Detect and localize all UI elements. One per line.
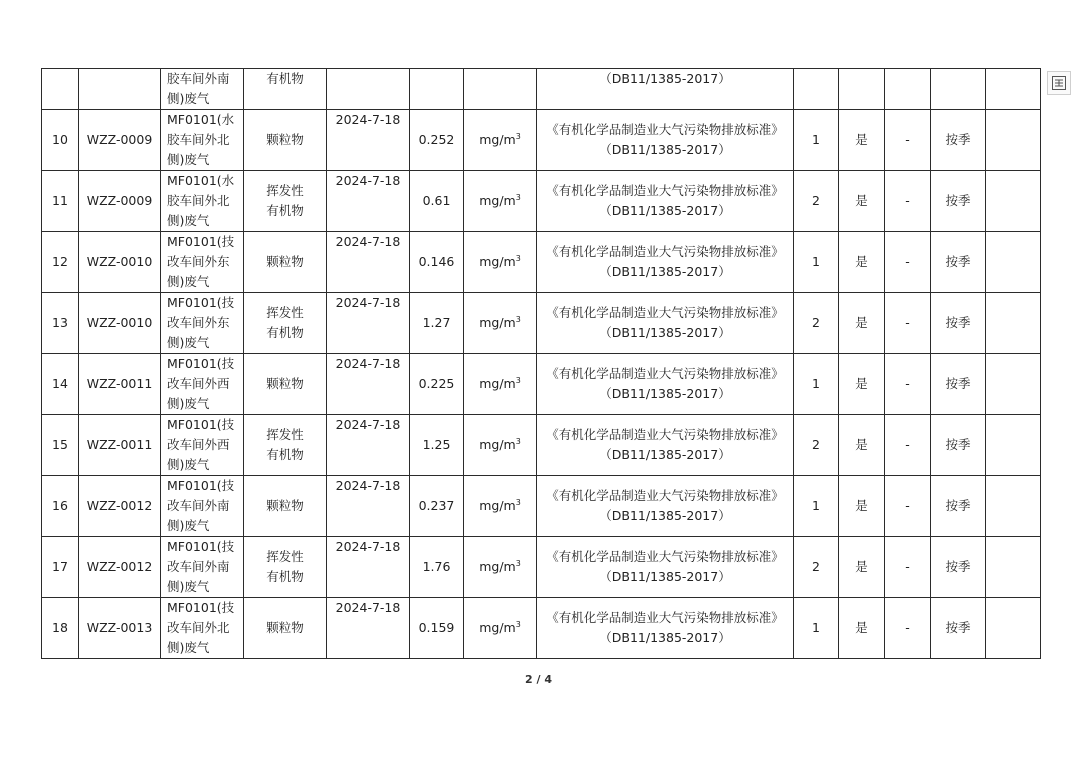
cell-standard <box>537 415 794 476</box>
cell-standard <box>537 354 794 415</box>
unit-superscript: 3 <box>515 619 521 629</box>
cell-freq: 按季 <box>931 171 986 232</box>
pollutant-line: 有机物 <box>266 569 304 584</box>
outlet-line: MF0101(水 <box>167 112 235 127</box>
unit-superscript: 3 <box>515 314 521 324</box>
cell-date <box>327 293 410 354</box>
standard-line: （DB11/1385-2017） <box>599 203 731 218</box>
cell-note: - <box>885 598 931 659</box>
unit-text: mg/m <box>479 437 516 452</box>
cell-extra <box>986 232 1041 293</box>
outlet-line: 侧)废气 <box>167 640 210 655</box>
cell-value: 1.25 <box>410 415 464 476</box>
cell-note: - <box>885 476 931 537</box>
unit-text: mg/m <box>479 193 516 208</box>
cell-value: 0.252 <box>410 110 464 171</box>
standard-line: 《有机化学品制造业大气污染物排放标准》 <box>546 244 784 259</box>
standard-line: 《有机化学品制造业大气污染物排放标准》 <box>546 488 784 503</box>
sample-date: 2024-7-18 <box>335 234 401 249</box>
outlet-line: 侧)废气 <box>167 518 210 533</box>
cell-no: 18 <box>42 598 79 659</box>
table-row-continued <box>42 69 1041 110</box>
cell-note: - <box>885 354 931 415</box>
unit-superscript: 3 <box>515 253 521 263</box>
cell-code: WZZ-0011 <box>79 415 161 476</box>
table-row <box>42 354 1041 415</box>
outlet-line: 胶车间外南 <box>167 71 230 86</box>
outlet-line: MF0101(技 <box>167 295 235 310</box>
cell-outlet <box>161 293 244 354</box>
cell-ok: 是 <box>839 476 885 537</box>
pollutant-line: 挥发性 <box>266 427 304 442</box>
pollutant-line: 挥发性 <box>266 305 304 320</box>
pollutant-line: 有机物 <box>266 447 304 462</box>
outlet-line: 侧)废气 <box>167 152 210 167</box>
cell-date <box>327 476 410 537</box>
cell-pollutant <box>244 232 327 293</box>
cell-code <box>79 69 161 110</box>
pollutant-line: 颗粒物 <box>266 132 304 147</box>
cell-unit <box>464 415 537 476</box>
outlet-line: 侧)废气 <box>167 274 210 289</box>
cell-outlet <box>161 110 244 171</box>
cell-no: 10 <box>42 110 79 171</box>
pollutant-line: 挥发性 <box>266 549 304 564</box>
cell-note: - <box>885 293 931 354</box>
pollutant-line: 颗粒物 <box>266 254 304 269</box>
cell-date <box>327 537 410 598</box>
cell-note: - <box>885 537 931 598</box>
table-row <box>42 110 1041 171</box>
standard-line: （DB11/1385-2017） <box>599 569 731 584</box>
cell-ok: 是 <box>839 598 885 659</box>
fullscreen-icon <box>1051 75 1067 91</box>
cell-freq: 按季 <box>931 354 986 415</box>
outlet-line: 侧)废气 <box>167 335 210 350</box>
cell-ok: 是 <box>839 171 885 232</box>
outlet-line: 改车间外东 <box>167 254 230 269</box>
cell-unit <box>464 476 537 537</box>
outlet-line: MF0101(技 <box>167 417 235 432</box>
cell-extra <box>986 171 1041 232</box>
outlet-line: MF0101(技 <box>167 234 235 249</box>
cell-pollutant <box>244 293 327 354</box>
sample-date: 2024-7-18 <box>335 539 401 554</box>
cell-limit: 2 <box>794 293 839 354</box>
standard-line: 《有机化学品制造业大气污染物排放标准》 <box>546 122 784 137</box>
cell-extra <box>986 354 1041 415</box>
cell-limit: 2 <box>794 415 839 476</box>
cell-extra <box>986 293 1041 354</box>
pollutant-line: 挥发性 <box>266 183 304 198</box>
cell-note: - <box>885 171 931 232</box>
cell-no: 11 <box>42 171 79 232</box>
cell-ok: 是 <box>839 232 885 293</box>
cell-code: WZZ-0012 <box>79 537 161 598</box>
cell-value: 0.237 <box>410 476 464 537</box>
cell-limit: 1 <box>794 110 839 171</box>
cell-pollutant <box>244 476 327 537</box>
cell-freq: 按季 <box>931 293 986 354</box>
outlet-line: MF0101(技 <box>167 478 235 493</box>
cell-standard <box>537 171 794 232</box>
cell-unit <box>464 354 537 415</box>
outlet-line: 侧)废气 <box>167 91 210 106</box>
unit-text: mg/m <box>479 620 516 635</box>
cell-standard <box>537 110 794 171</box>
cell-value: 0.225 <box>410 354 464 415</box>
unit-superscript: 3 <box>515 192 521 202</box>
cell-freq: 按季 <box>931 537 986 598</box>
cell-no: 16 <box>42 476 79 537</box>
cell-unit <box>464 69 537 110</box>
outlet-line: 胶车间外北 <box>167 193 230 208</box>
sample-date: 2024-7-18 <box>335 295 401 310</box>
cell-pollutant <box>244 69 327 110</box>
table-row <box>42 415 1041 476</box>
cell-unit <box>464 293 537 354</box>
unit-superscript: 3 <box>515 375 521 385</box>
standard-line: （DB11/1385-2017） <box>599 386 731 401</box>
sample-date: 2024-7-18 <box>335 478 401 493</box>
sample-date: 2024-7-18 <box>335 356 401 371</box>
pollutant-line: 有机物 <box>266 203 304 218</box>
cell-standard <box>537 69 794 110</box>
outlet-line: MF0101(水 <box>167 173 235 188</box>
cell-outlet <box>161 69 244 110</box>
cell-code: WZZ-0009 <box>79 110 161 171</box>
unit-superscript: 3 <box>515 131 521 141</box>
cell-freq: 按季 <box>931 232 986 293</box>
cell-no: 14 <box>42 354 79 415</box>
cell-limit: 2 <box>794 171 839 232</box>
cell-pollutant <box>244 598 327 659</box>
sample-date: 2024-7-18 <box>335 112 401 127</box>
standard-line: （DB11/1385-2017） <box>599 142 731 157</box>
cell-ok: 是 <box>839 537 885 598</box>
cell-unit <box>464 598 537 659</box>
outlet-line: MF0101(技 <box>167 600 235 615</box>
unit-text: mg/m <box>479 132 516 147</box>
table-row <box>42 293 1041 354</box>
unit-text: mg/m <box>479 315 516 330</box>
cell-value: 0.159 <box>410 598 464 659</box>
table-row <box>42 476 1041 537</box>
standard-line: 《有机化学品制造业大气污染物排放标准》 <box>546 183 784 198</box>
table-row <box>42 598 1041 659</box>
cell-ok: 是 <box>839 415 885 476</box>
cell-standard <box>537 476 794 537</box>
cell-freq: 按季 <box>931 110 986 171</box>
cell-code: WZZ-0009 <box>79 171 161 232</box>
cell-ok: 是 <box>839 354 885 415</box>
cell-code: WZZ-0011 <box>79 354 161 415</box>
cell-freq: 按季 <box>931 476 986 537</box>
cell-pollutant <box>244 171 327 232</box>
cell-no: 12 <box>42 232 79 293</box>
outlet-line: 侧)废气 <box>167 396 210 411</box>
outlet-line: MF0101(技 <box>167 356 235 371</box>
cell-value: 0.146 <box>410 232 464 293</box>
cell-outlet <box>161 598 244 659</box>
cell-no: 17 <box>42 537 79 598</box>
cell-no: 13 <box>42 293 79 354</box>
cell-date <box>327 69 410 110</box>
cell-extra <box>986 69 1041 110</box>
standard-line: （DB11/1385-2017） <box>599 264 731 279</box>
pollutant-line: 有机物 <box>266 71 304 86</box>
cell-limit: 1 <box>794 476 839 537</box>
cell-value: 0.61 <box>410 171 464 232</box>
cell-extra <box>986 415 1041 476</box>
cell-pollutant <box>244 354 327 415</box>
cell-standard <box>537 537 794 598</box>
cell-standard <box>537 598 794 659</box>
unit-text: mg/m <box>479 498 516 513</box>
unit-text: mg/m <box>479 254 516 269</box>
outlet-line: 侧)废气 <box>167 457 210 472</box>
standard-line: 《有机化学品制造业大气污染物排放标准》 <box>546 305 784 320</box>
cell-code: WZZ-0012 <box>79 476 161 537</box>
standard-line: （DB11/1385-2017） <box>599 325 731 340</box>
cell-limit: 1 <box>794 598 839 659</box>
cell-note: - <box>885 110 931 171</box>
cell-limit <box>794 69 839 110</box>
cell-outlet <box>161 171 244 232</box>
unit-superscript: 3 <box>515 558 521 568</box>
cell-note <box>885 69 931 110</box>
outlet-line: 改车间外东 <box>167 315 230 330</box>
pollutant-line: 颗粒物 <box>266 498 304 513</box>
cell-ok: 是 <box>839 293 885 354</box>
outlet-line: 改车间外西 <box>167 437 230 452</box>
standard-line: 《有机化学品制造业大气污染物排放标准》 <box>546 427 784 442</box>
cell-extra <box>986 110 1041 171</box>
outlet-line: MF0101(技 <box>167 539 235 554</box>
cell-code: WZZ-0013 <box>79 598 161 659</box>
unit-text: mg/m <box>479 559 516 574</box>
cell-no: 15 <box>42 415 79 476</box>
cell-extra <box>986 598 1041 659</box>
pollutant-line: 有机物 <box>266 325 304 340</box>
cell-limit: 1 <box>794 232 839 293</box>
fullscreen-button[interactable] <box>1047 71 1071 95</box>
cell-unit <box>464 171 537 232</box>
page-number: 2 / 4 <box>525 673 552 686</box>
standard-line: 《有机化学品制造业大气污染物排放标准》 <box>546 549 784 564</box>
cell-outlet <box>161 232 244 293</box>
cell-limit: 2 <box>794 537 839 598</box>
outlet-line: 胶车间外北 <box>167 132 230 147</box>
cell-standard <box>537 232 794 293</box>
cell-date <box>327 171 410 232</box>
cell-value: 1.27 <box>410 293 464 354</box>
cell-outlet <box>161 476 244 537</box>
cell-ok: 是 <box>839 110 885 171</box>
cell-freq: 按季 <box>931 415 986 476</box>
sample-date: 2024-7-18 <box>335 173 401 188</box>
cell-unit <box>464 110 537 171</box>
unit-superscript: 3 <box>515 436 521 446</box>
pollutant-line: 颗粒物 <box>266 620 304 635</box>
standard-line: （DB11/1385-2017） <box>599 630 731 645</box>
cell-outlet <box>161 354 244 415</box>
cell-date <box>327 598 410 659</box>
standard-line: 《有机化学品制造业大气污染物排放标准》 <box>546 610 784 625</box>
cell-date <box>327 110 410 171</box>
table-row <box>42 171 1041 232</box>
cell-code: WZZ-0010 <box>79 293 161 354</box>
cell-pollutant <box>244 537 327 598</box>
cell-code: WZZ-0010 <box>79 232 161 293</box>
cell-outlet <box>161 537 244 598</box>
cell-date <box>327 354 410 415</box>
cell-value: 1.76 <box>410 537 464 598</box>
cell-pollutant <box>244 110 327 171</box>
cell-note: - <box>885 232 931 293</box>
table-row <box>42 537 1041 598</box>
cell-unit <box>464 537 537 598</box>
table-row <box>42 232 1041 293</box>
cell-note: - <box>885 415 931 476</box>
cell-pollutant <box>244 415 327 476</box>
standard-line: （DB11/1385-2017） <box>599 508 731 523</box>
cell-value <box>410 69 464 110</box>
sample-date: 2024-7-18 <box>335 417 401 432</box>
cell-limit: 1 <box>794 354 839 415</box>
cell-freq: 按季 <box>931 598 986 659</box>
cell-freq <box>931 69 986 110</box>
sample-date: 2024-7-18 <box>335 600 401 615</box>
outlet-line: 改车间外南 <box>167 559 230 574</box>
standard-line: （DB11/1385-2017） <box>599 447 731 462</box>
cell-standard <box>537 293 794 354</box>
monitoring-data-table <box>41 68 1041 659</box>
cell-date <box>327 232 410 293</box>
cell-extra <box>986 476 1041 537</box>
unit-text: mg/m <box>479 376 516 391</box>
unit-superscript: 3 <box>515 497 521 507</box>
outlet-line: 改车间外西 <box>167 376 230 391</box>
pollutant-line: 颗粒物 <box>266 376 304 391</box>
cell-extra <box>986 537 1041 598</box>
cell-unit <box>464 232 537 293</box>
standard-line: （DB11/1385-2017） <box>599 71 731 86</box>
cell-outlet <box>161 415 244 476</box>
cell-date <box>327 415 410 476</box>
outlet-line: 侧)废气 <box>167 579 210 594</box>
outlet-line: 侧)废气 <box>167 213 210 228</box>
cell-ok <box>839 69 885 110</box>
cell-no <box>42 69 79 110</box>
standard-line: 《有机化学品制造业大气污染物排放标准》 <box>546 366 784 381</box>
outlet-line: 改车间外南 <box>167 498 230 513</box>
outlet-line: 改车间外北 <box>167 620 230 635</box>
